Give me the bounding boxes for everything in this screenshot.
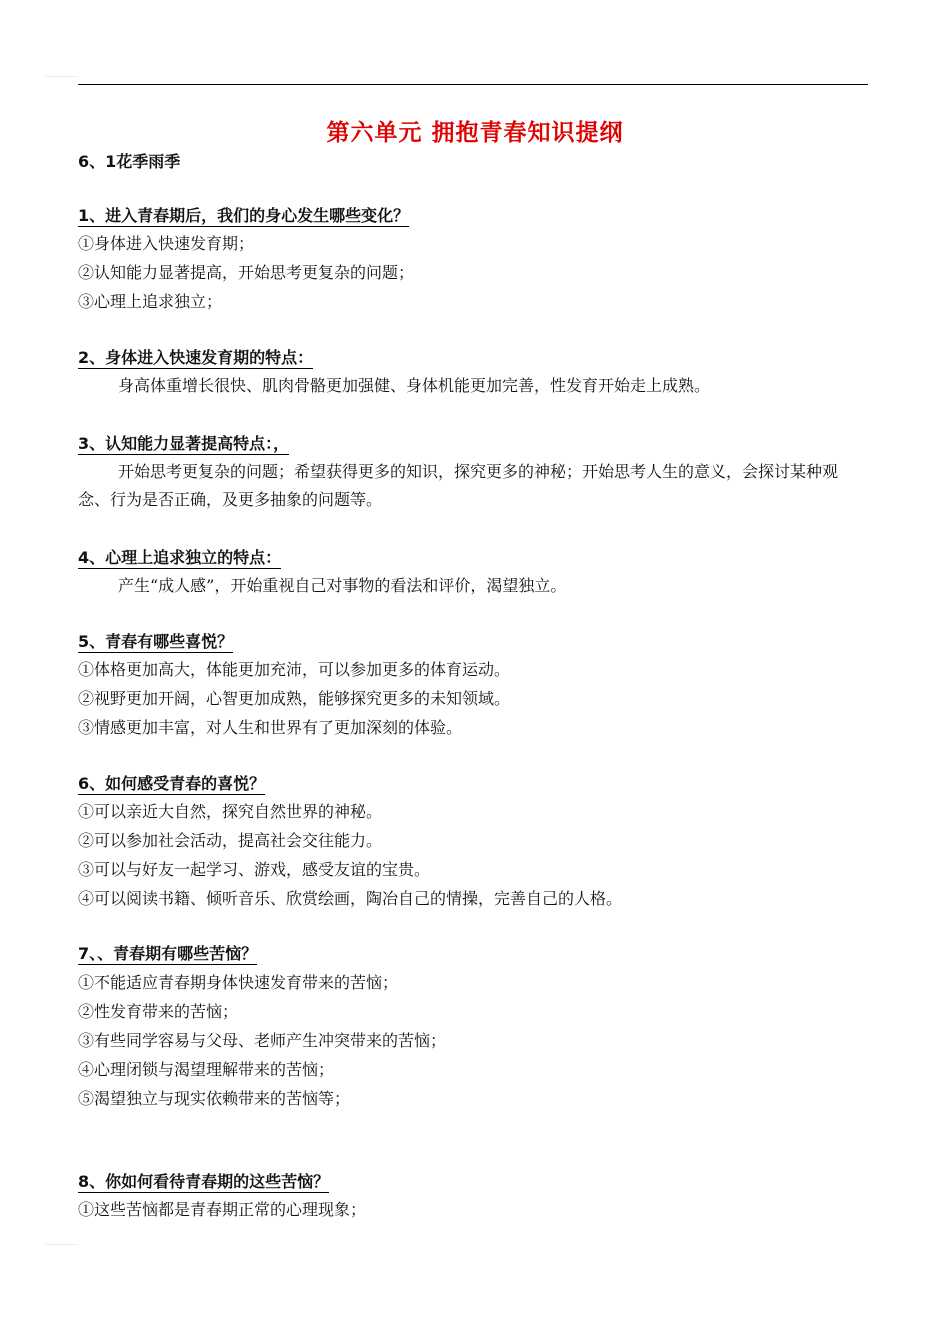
list-item: ①可以亲近大自然，探究自然世界的神秘。 <box>78 802 383 821</box>
list-item: ②可以参加社会活动，提高社会交往能力。 <box>78 831 383 850</box>
answer-paragraph: 身高体重增长很快、肌肉骨骼更加强健、身体机能更加完善，性发育开始走上成熟。 <box>118 376 711 395</box>
list-item: ⑤渴望独立与现实依赖带来的苦恼等； <box>78 1089 351 1108</box>
list-item: ②视野更加开阔，心智更加成熟，能够探究更多的未知领域。 <box>78 689 511 708</box>
question-heading: 8、你如何看待青春期的这些苦恼？ <box>78 1172 330 1191</box>
question-heading: 2、身体进入快速发育期的特点： <box>78 348 314 367</box>
list-item: ④心理闭锁与渴望理解带来的苦恼； <box>78 1060 335 1079</box>
list-item: ②性发育带来的苦恼； <box>78 1002 239 1021</box>
list-item: ③可以与好友一起学习、游戏，感受友谊的宝贵。 <box>78 860 431 879</box>
list-item: ②认知能力显著提高，开始思考更复杂的问题； <box>78 263 415 282</box>
section-subtitle: 6、1花季雨季 <box>78 152 181 171</box>
corner-mark <box>44 76 78 77</box>
header-rule <box>78 84 868 85</box>
list-item: ①这些苦恼都是青春期正常的心理现象； <box>78 1200 367 1219</box>
question-heading: 4、心理上追求独立的特点： <box>78 548 282 567</box>
corner-mark <box>44 1244 78 1245</box>
list-item: ①不能适应青春期身体快速发育带来的苦恼； <box>78 973 399 992</box>
question-heading: 5、青春有哪些喜悦？ <box>78 632 234 651</box>
question-heading: 7、、青春期有哪些苦恼？ <box>78 944 258 963</box>
answer-paragraph: 产生“成人感”，开始重视自己对事物的看法和评价，渴望独立。 <box>118 576 567 595</box>
question-heading: 3、认知能力显著提高特点：， <box>78 434 290 453</box>
list-item: ①身体进入快速发育期； <box>78 234 255 253</box>
answer-paragraph: 开始思考更复杂的问题；希望获得更多的知识，探究更多的神秘；开始思考人生的意义，会探讨某种观念、行为是否正确，及更多抽象的问题等。 <box>78 462 839 509</box>
list-item: ①体格更加高大，体能更加充沛，可以参加更多的体育运动。 <box>78 660 511 679</box>
question-heading: 1、进入青春期后，我们的身心发生哪些变化？ <box>78 206 410 225</box>
question-heading: 6、如何感受青春的喜悦？ <box>78 774 266 793</box>
list-item: ③心理上追求独立； <box>78 292 223 311</box>
list-item: ③有些同学容易与父母、老师产生冲突带来的苦恼； <box>78 1031 447 1050</box>
list-item: ③情感更加丰富，对人生和世界有了更加深刻的体验。 <box>78 718 463 737</box>
page-title: 第六单元 拥抱青春知识提纲 <box>326 120 624 146</box>
list-item: ④可以阅读书籍、倾听音乐、欣赏绘画，陶冶自己的情操，完善自己的人格。 <box>78 889 623 908</box>
